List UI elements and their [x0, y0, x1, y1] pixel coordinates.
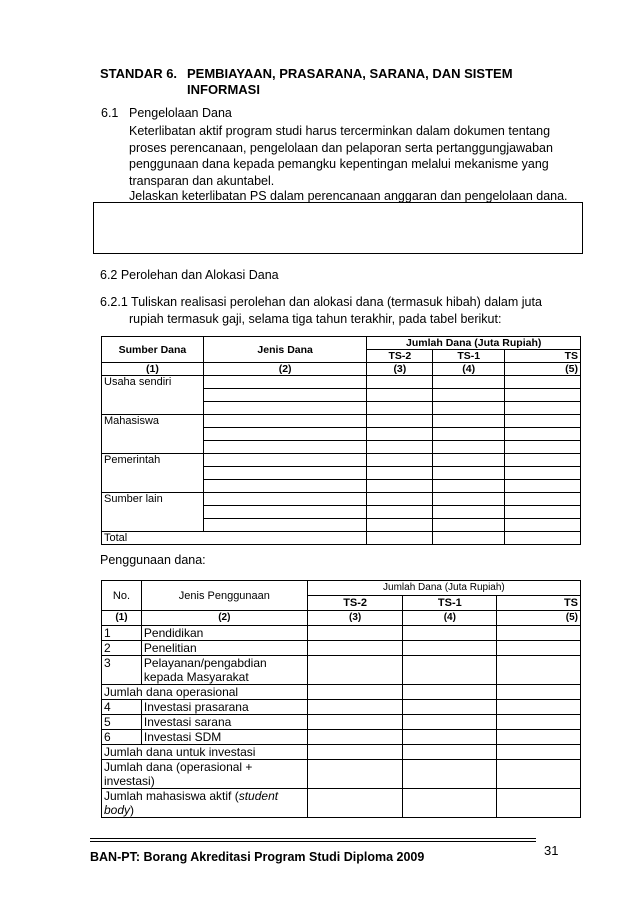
table-row [102, 715, 581, 730]
body-line: penggunaan dana kepada pemangku kepentingan melalui mekanisme yang [129, 157, 549, 171]
section-6-1-number: 6.1 [101, 106, 119, 120]
col-ts-2: TS-2 [367, 350, 433, 363]
row-ops-total: Jumlah dana operasional [102, 685, 308, 700]
body-line: transparan dan akuntabel. [129, 173, 275, 188]
row-investment-total: Jumlah dana untuk investasi [102, 745, 308, 760]
row-label: Pendidikan [141, 626, 307, 641]
row-label-line: investasi) [104, 774, 155, 788]
student-italic: student [238, 789, 279, 803]
col-num-3: (3) [367, 363, 433, 376]
col-num-4: (4) [403, 611, 497, 626]
row-label: Investasi SDM [141, 730, 307, 745]
row-no: 6 [102, 730, 142, 745]
table-row [102, 730, 581, 745]
col-num-2: (2) [203, 363, 367, 376]
col-ts: TS [505, 350, 581, 363]
body-italic: body [104, 803, 131, 817]
col-num-3: (3) [307, 611, 403, 626]
row-label: Investasi sarana [141, 715, 307, 730]
row-grand-total [102, 760, 308, 789]
row-no: 1 [102, 626, 142, 641]
group-mahasiswa: Mahasiswa [102, 415, 204, 454]
col-num-2: (2) [141, 611, 307, 626]
standard-title-line1: PEMBIAYAAN, PRASARANA, SARANA, DAN SISTEM [187, 66, 513, 81]
col-jenis-penggunaan: Jenis Penggunaan [141, 581, 307, 611]
body-line: proses perencanaan, pengelolaan dan pelaporan serta pertanggungjawaban [129, 140, 553, 155]
section-6-2-1-line2: rupiah termasuk gaji, selama tiga tahun terakhir, pada tabel berikut: [129, 312, 502, 326]
student-label: Jumlah mahasiswa aktif ( [104, 789, 239, 803]
section-6-1-body [129, 123, 569, 189]
section-6-1-heading: Pengelolaan Dana [129, 106, 232, 120]
answer-box[interactable] [93, 202, 583, 254]
row-no: 3 [102, 656, 142, 685]
group-sumber-lain: Sumber lain [102, 493, 204, 532]
student-close: ) [130, 803, 135, 817]
col-num-1: (1) [102, 611, 142, 626]
standard-label: STANDAR 6. [100, 66, 178, 81]
col-jumlah-dana: Jumlah Dana (Juta Rupiah) [307, 581, 580, 596]
col-num-5: (5) [497, 611, 581, 626]
table-row [102, 760, 581, 789]
table-row [102, 745, 581, 760]
table-row [102, 700, 581, 715]
group-pemerintah: Pemerintah [102, 454, 204, 493]
col-num-1: (1) [102, 363, 204, 376]
group-usaha-sendiri: Usaha sendiri [102, 376, 204, 415]
row-label [141, 656, 307, 685]
col-sumber-dana: Sumber Dana [102, 337, 204, 363]
row-label: Investasi prasarana [141, 700, 307, 715]
row-label: Penelitian [141, 641, 307, 656]
row-student-count [102, 789, 308, 818]
col-num-4: (4) [433, 363, 505, 376]
row-no: 4 [102, 700, 142, 715]
col-jumlah-dana: Jumlah Dana (Juta Rupiah) [367, 337, 581, 350]
col-no: No. [102, 581, 142, 611]
row-label-line: Pelayanan/pengabdian [143, 656, 267, 670]
row-label-line: kepada Masyarakat [143, 670, 249, 684]
section-6-2-1-line1: 6.2.1 Tuliskan realisasi perolehan dan alokasi dana (termasuk hibah) dalam juta [100, 295, 542, 309]
footer-rule-2 [90, 841, 536, 842]
row-no: 5 [102, 715, 142, 730]
table-row [102, 685, 581, 700]
table-row [102, 641, 581, 656]
col-ts-1: TS-1 [433, 350, 505, 363]
col-ts-2: TS-2 [307, 596, 403, 611]
row-no: 2 [102, 641, 142, 656]
row-label-line: Jumlah dana (operasional + [104, 760, 253, 774]
col-ts-1: TS-1 [403, 596, 497, 611]
fund-usage-table [101, 580, 581, 818]
standard-title-line2: INFORMASI [187, 82, 260, 97]
total-label: Total [102, 532, 367, 545]
section-6-2-heading: 6.2 Perolehan dan Alokasi Dana [100, 268, 279, 282]
table-row [102, 789, 581, 818]
section-6-1-instruction: Jelaskan keterlibatan PS dalam perencanaan anggaran dan pengelolaan dana. [129, 189, 568, 203]
table-row [102, 656, 581, 685]
footer-rule [90, 838, 536, 839]
table-row [102, 626, 581, 641]
page-number: 31 [544, 843, 559, 858]
footer-text: BAN-PT: Borang Akreditasi Program Studi Diploma 2009 [90, 850, 425, 864]
col-num-5: (5) [505, 363, 581, 376]
usage-label: Penggunaan dana: [100, 553, 206, 567]
col-jenis-dana: Jenis Dana [203, 337, 367, 363]
col-ts: TS [497, 596, 581, 611]
funding-source-table [101, 336, 581, 545]
body-line: Keterlibatan aktif program studi harus tercerminkan dalam dokumen tentang [129, 124, 551, 138]
